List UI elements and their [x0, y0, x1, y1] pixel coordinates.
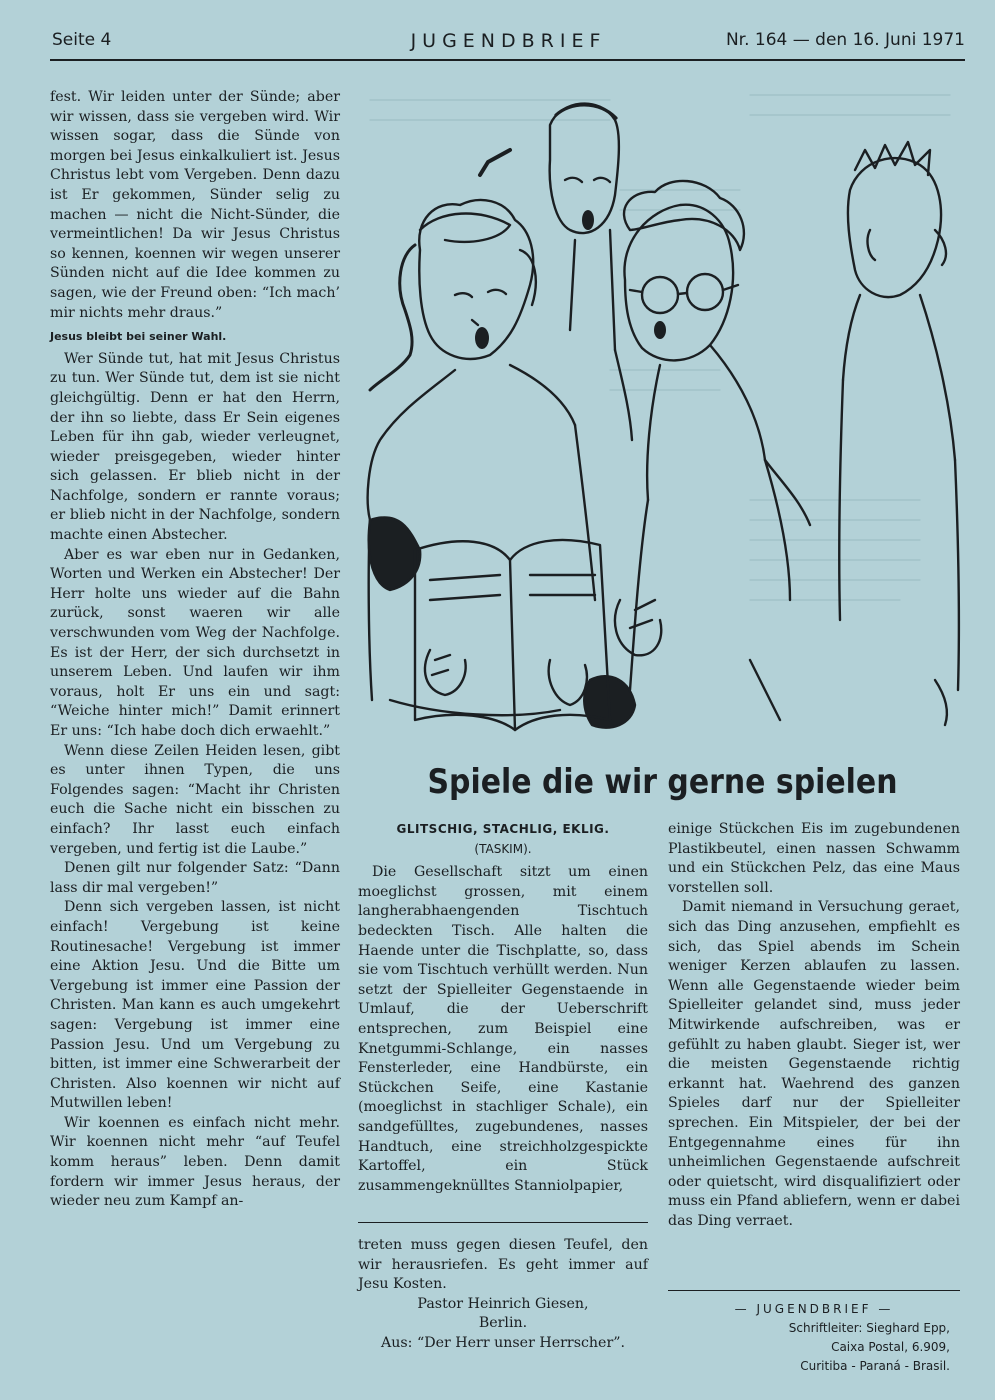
- masthead-footer: [668, 1300, 960, 1376]
- footer-title: — JUGENDBRIEF —: [734, 1302, 894, 1316]
- footer-address: Caixa Postal, 6.909,: [831, 1340, 950, 1354]
- game-paragraph: einige Stückchen Eis im zugebundenen Plastikbeutel, einen nassen Schwamm und ein Stückchen Pelz, das eine Maus vorstellen soll.: [668, 821, 960, 896]
- page-header: [52, 30, 965, 60]
- continuation-paragraph: treten muss gegen diesen Teufel, den wir herausriefen. Es geht immer auf Jesu Kosten.: [358, 1237, 648, 1293]
- footer-location: Curitiba - Paraná - Brasil.: [800, 1359, 950, 1373]
- game-paragraph: Die Gesellschaft sitzt um einen moeglichst grossen, mit einem langherabhaengenden Tischtuch bedeckten Tisch. Alle halten die Haende unter die Tischplatte, so, dass sie vom Tischtuch verhüllt werden. Nun setzt der Spielleiter Gegenstaende in Umlauf, die der Ueberschrift entsprechen, zum Beispiel eine Knetgummi-Schlange, ein nasses Fensterleder, eine Handbürste, ein Stückchen Seife, eine Kastanie (moeglichst in stachliger Schale), ein sandgefülltes, zugebundenes, nasses Handtuch, eine streichholzgespickte Kartoffel, ein Stück zusammengeknülltes Stanniolpapier,: [358, 864, 648, 1194]
- game-column-continued: [668, 820, 960, 1231]
- continuation-column: [358, 1236, 648, 1354]
- left-paragraph: Aber es war eben nur in Gedanken, Worten und Werken ein Abstecher! Der Herr holte uns wieder auf die Bahn zurück, sonst waeren wir alle verschwunden vom Weg der Nachfolge. Es ist der Herr, der sich durchsetzt in unserem Leben. Und laufen wir ihm voraus, holt Er uns ein und sagt: “Weiche hinter mich!” Damit erinnert Er uns: “Ich habe doch dich erwaehlt.”: [50, 546, 340, 739]
- author-city: Berlin.: [478, 1315, 528, 1332]
- issue-date: Nr. 164 — den 16. Juni 1971: [725, 30, 965, 50]
- header-rule: [50, 59, 965, 61]
- publication-title: JUGENDBRIEF: [410, 30, 607, 52]
- game-column: [358, 820, 648, 1196]
- left-paragraph: fest. Wir leiden unter der Sünde; aber wir wissen, dass sie vergeben wird. Wir wissen sogar, dass die Sünde von morgen bei Jesus einkalkuliert ist. Jesus Christus lebt vom Vergeben. Denn dazu ist Er gekommen, Sünder selig zu machen — nicht die Nicht-Sünder, die vermeintlichen! Da wir Jesus Christus so kennen, koennen wir wegen unserer Sünden nicht auf die Idee kommen zu sagen, wie der Freund oben: “Ich mach’ mir nichts mehr draus.”: [50, 89, 340, 321]
- left-paragraph: Wenn diese Zeilen Heiden lesen, gibt es unter ihnen Typen, die uns Folgendes sagen: “Macht ihr Christen euch die Sache nicht ein bisschen zu einfach? Ihr lasst euch einfach vergeben, und fertig ist die Laube.”: [50, 742, 340, 857]
- left-paragraph: Wer Sünde tut, hat mit Jesus Christus zu tun. Wer Sünde tut, dem ist sie nicht gleichgültig. Denn er hat den Herrn, der ihn so liebte, dass Er Sein eigenes Leben für ihn gab, wieder verleugnet, wieder preisgegeben, wieder hinter sich gelassen. Er blieb nicht in der Nachfolge, sondern er rannte voraus; er blieb nicht in der Nachfolge, sondern machte einen Abstecher.: [50, 350, 340, 544]
- game-title: GLITSCHIG, STACHLIG, EKLIG.: [396, 822, 610, 836]
- source-citation: Aus: “Der Herr unser Herrscher”.: [381, 1334, 625, 1351]
- footer-rule: [668, 1290, 960, 1291]
- singers-illustration: [360, 80, 965, 750]
- left-paragraph: Denen gilt nur folgender Satz: “Dann lass dir mal vergeben!”: [50, 860, 340, 896]
- left-column: [50, 88, 340, 1212]
- section-subhead: Jesus bleibt bei seiner Wahl.: [50, 330, 227, 344]
- footer-editor: Schriftleiter: Sieghard Epp,: [788, 1321, 950, 1335]
- game-paragraph: Damit niemand in Versuchung geraet, sich das Ding anzusehen, empfiehlt es sich, das Spiel abends im Schein weniger Kerzen ablaufen zu lassen. Wenn alle Gegenstaende wieder beim Spielleiter gelandet sind, muss jeder Mitwirkende aufschreiben, was er gefühlt zu haben glaubt. Sieger ist, wer die meisten Gegenstaende richtig erkannt hat. Waehrend des ganzen Spieles darf nur der Spielleiter sprechen. Ein Mitspieler, der bei der Entgegennahme eines für ihn unheimlichen Gegenstaende aufschreit oder quietscht, wird disqualifiziert oder muss ein Pfand abliefern, wenn er dabei das Ding verraet.: [668, 899, 960, 1229]
- game-subtitle: (TASKIM).: [474, 841, 532, 856]
- left-paragraph: Denn sich vergeben lassen, ist nicht einfach! Vergebung ist keine Routinesache! Vergebung ist immer eine Aktion Jesu. Und die Bitte um Vergebung ist immer eine Passion der Christen. Man kann es auch umgekehrt sagen: Vergebung ist immer eine Passion Jesu. Und um Vergebung zu bitten, ist immer eine Schwerarbeit der Christen. Also koennen wir nicht auf Mutwillen leben!: [50, 899, 340, 1112]
- column-divider: [358, 1222, 648, 1223]
- left-paragraph: Wir koennen es einfach nicht mehr. Wir koennen nicht mehr “auf Teufel komm heraus” leben. Denn damit fordern wir immer Jesus heraus, der wieder neu zum Kampf an-: [50, 1114, 340, 1210]
- author-name: Pastor Heinrich Giesen,: [417, 1295, 589, 1312]
- page-number: Seite 4: [52, 30, 112, 50]
- feature-headline: Spiele die wir gerne spielen: [427, 762, 898, 802]
